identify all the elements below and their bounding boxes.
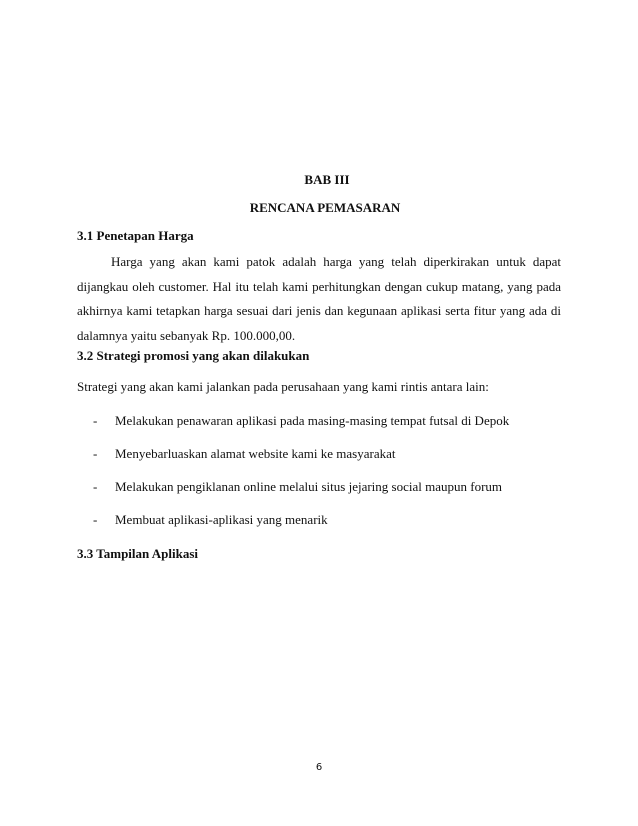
chapter-title bbox=[0, 200, 638, 216]
bullet-dash: - bbox=[93, 413, 98, 428]
bullet-dash: - bbox=[93, 446, 98, 461]
bullet-dash: - bbox=[93, 512, 98, 527]
section-heading-3-2: 3.2 Strategi promosi yang akan dilakukan bbox=[77, 348, 310, 363]
section-intro-3-2: Strategi yang akan kami jalankan pada perusahaan yang kami rintis antara lain: bbox=[77, 379, 489, 394]
list-item-text: Menyebarluaskan alamat website kami ke masyarakat bbox=[115, 446, 396, 461]
section-heading-3-1: 3.1 Penetapan Harga bbox=[77, 228, 194, 243]
bullet-dash: - bbox=[93, 479, 98, 494]
chapter-number-text: BAB III bbox=[304, 172, 350, 187]
section-paragraph-3-1: Harga yang akan kami patok adalah harga yang telah diperkirakan untuk dapat dijangkau oleh customer. Hal itu telah kami perhitungkan dengan cukup matang, yang pada akhirnya kami tetapkan harga sesuai dari jenis dan kegunaan aplikasi serta fitur yang ada di dalamnya yaitu sebanyak Rp. 100.000,00. bbox=[77, 254, 561, 343]
section-heading-3-3: 3.3 Tampilan Aplikasi bbox=[77, 546, 199, 561]
chapter-title-text: RENCANA PEMASARAN bbox=[249, 200, 401, 215]
list-item-text: Membuat aplikasi-aplikasi yang menarik bbox=[115, 512, 328, 527]
chapter-number bbox=[0, 172, 638, 188]
list-item-text: Melakukan penawaran aplikasi pada masing-masing tempat futsal di Depok bbox=[115, 413, 510, 428]
page-number bbox=[0, 762, 638, 773]
page-number-text: 6 bbox=[315, 762, 323, 773]
list-item-text: Melakukan pengiklanan online melalui situs jejaring social maupun forum bbox=[115, 479, 503, 494]
